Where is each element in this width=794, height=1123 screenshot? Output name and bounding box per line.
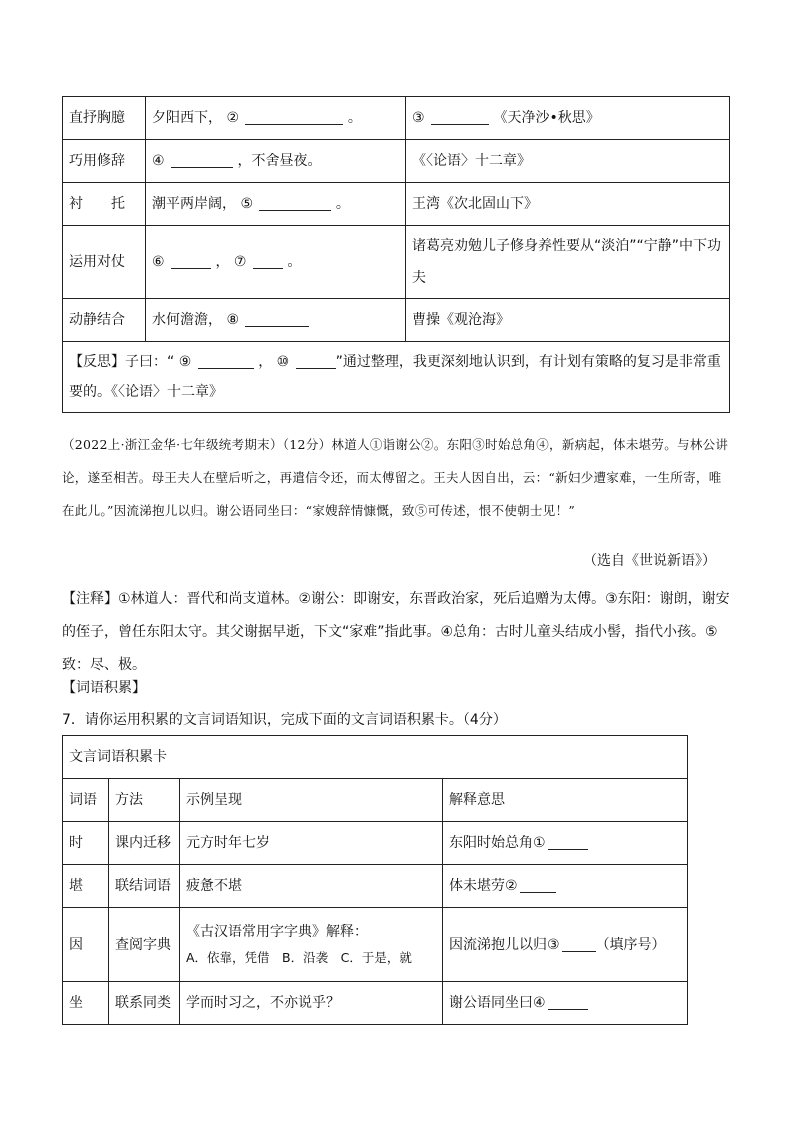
section-heading: 【词语积累】 [62, 680, 146, 696]
source-cell: 诸葛亮劝勉儿子修身养性要从“淡泊”“宁静”中下功夫 [406, 226, 730, 299]
cell-text: ， [258, 354, 273, 370]
table-row [63, 140, 730, 183]
cell-text: 潮平两岸阔， [152, 196, 236, 212]
column-header: 解释意思 [443, 779, 688, 822]
table-row [63, 822, 688, 865]
blank-number: ④ [533, 995, 546, 1011]
blank-number: ④ [152, 153, 165, 169]
cell-text: 水何澹澹， [152, 312, 222, 328]
word-cell: 因 [63, 908, 109, 982]
table-row [63, 982, 688, 1025]
answer-blank[interactable] [198, 352, 254, 369]
blank-number: ③ [547, 936, 560, 953]
example-cell: 疲惫不堪 [180, 865, 443, 908]
cell-text: 。 [287, 254, 302, 270]
answer-blank[interactable] [548, 993, 588, 1010]
poem-cell [146, 299, 406, 342]
cell-text: 体未堪劳 [449, 878, 505, 894]
table-row [63, 908, 688, 982]
reflection-cell [63, 342, 730, 413]
annotation-notes: 【注释】①林道人：晋代和尚支道林。②谢公：即谢安，东晋政治家，死后追赠为太傅。③东阳：谢朗，谢安的侄子，曾任东阳太守。其父谢据早逝，下文“家难”指此事。④总角：古时儿童头结成小髻，指代小孩。⑤致：尽、极。 [62, 591, 730, 673]
poem-cell [146, 140, 406, 183]
table-header-row [63, 779, 688, 822]
table-row [63, 299, 730, 342]
answer-blank[interactable] [548, 833, 588, 850]
answer-blank[interactable] [296, 352, 336, 369]
row-label: 运用对仗 [63, 226, 146, 299]
cell-text: 东阳时始总角 [449, 835, 533, 851]
answer-blank[interactable] [253, 252, 283, 269]
row-label: 巧用修辞 [63, 140, 146, 183]
blank-number: ⑧ [226, 312, 240, 328]
word-cell: 时 [63, 822, 109, 865]
blank-number: ① [533, 835, 546, 851]
word-cell: 堪 [63, 865, 109, 908]
blank-number: ⑤ [240, 196, 254, 212]
row-label: 动静结合 [63, 299, 146, 342]
table-row [63, 736, 688, 779]
answer-blank[interactable] [245, 310, 309, 327]
table-row [63, 342, 730, 413]
answer-blank[interactable] [171, 151, 233, 168]
card-title: 文言词语积累卡 [63, 736, 688, 779]
source-cell: 《〈论语〉十二章》 [406, 140, 730, 183]
question-7: 7．请你运用积累的文言词语知识，完成下面的文言词语积累卡。（4分） [62, 712, 507, 728]
cell-text: A．依靠，凭借 B．沿袭 C．于是，就 [186, 949, 412, 965]
table-row [63, 865, 688, 908]
example-cell: 学而时习之，不亦说乎？ [180, 982, 443, 1025]
column-header: 词语 [63, 779, 109, 822]
answer-blank[interactable] [171, 252, 211, 269]
source-cell: 王湾《次北固山下》 [406, 183, 730, 226]
answer-blank[interactable] [431, 108, 489, 125]
cell-text: ”通过整理，我更深刻地认识到，有计划有策略的复习是非常重要的。《〈论语〉十二章》 [69, 354, 721, 400]
cell-text: ， [215, 254, 230, 270]
cell-text: 因流涕抱儿以归 [449, 936, 547, 953]
explain-cell [443, 908, 688, 982]
answer-blank[interactable] [562, 935, 596, 952]
cell-text: 《天净沙•秋思》 [493, 110, 600, 126]
column-header: 方法 [109, 779, 180, 822]
source-cell [406, 97, 730, 140]
blank-number: ③ [412, 110, 425, 126]
row-label: 直抒胸臆 [63, 97, 146, 140]
row-label: 衬 托 [63, 183, 146, 226]
example-cell: 元方时年七岁 [180, 822, 443, 865]
method-cell: 查阅字典 [109, 908, 180, 982]
poetry-summary-table [62, 96, 730, 413]
answer-blank[interactable] [259, 194, 331, 211]
answer-blank[interactable] [520, 876, 556, 893]
blank-number: ⑨ [178, 354, 192, 370]
explain-cell [443, 822, 688, 865]
vocab-card-table [62, 735, 688, 1025]
table-row [63, 183, 730, 226]
blank-number: ② [226, 110, 240, 126]
cell-text: 《古汉语常用字字典》解释： [186, 923, 368, 940]
cell-text: 谢公语同坐曰 [449, 995, 533, 1011]
table-row [63, 226, 730, 299]
answer-blank[interactable] [245, 108, 343, 125]
column-header: 示例呈现 [180, 779, 443, 822]
blank-number: ⑩ [276, 354, 290, 370]
blank-number: ② [505, 878, 518, 894]
cell-text: 【反思】子曰：“ [69, 354, 175, 370]
blank-number: ⑦ [233, 254, 247, 270]
source-cell: 曹操《观沧海》 [406, 299, 730, 342]
word-cell: 坐 [63, 982, 109, 1025]
cell-text: 。 [335, 196, 350, 212]
cell-text: （填序号） [595, 936, 666, 953]
explain-cell [443, 865, 688, 908]
explain-cell [443, 982, 688, 1025]
poem-cell [146, 226, 406, 299]
cell-text: 。 [347, 110, 362, 126]
method-cell: 联结词语 [109, 865, 180, 908]
example-cell [180, 908, 443, 982]
method-cell: 课内迁移 [109, 822, 180, 865]
poem-cell [146, 97, 406, 140]
cell-text: 夕阳西下， [152, 110, 222, 126]
blank-number: ⑥ [152, 254, 165, 270]
table-row [63, 97, 730, 140]
classical-passage: （2022上·浙江金华·七年级统考期末）（12分）林道人①诣谢公②。东阳③时始总角④，新病起，体未堪劳。与林公讲论，遂至相苦。母王夫人在壁后听之，再遣信令还，而太傅留之。王夫人因自出，云：“新妇少遭家难，一生所寄，唯在此儿。”因流涕抱儿以归。谢公语同坐曰：“家嫂辞情慷慨，致⑤可传述，恨不使朝士见！” [62, 437, 729, 518]
poem-cell [146, 183, 406, 226]
method-cell: 联系同类 [109, 982, 180, 1025]
passage-source: （选自《世说新语》） [583, 553, 716, 569]
cell-text: ，不舍昼夜。 [237, 153, 322, 169]
